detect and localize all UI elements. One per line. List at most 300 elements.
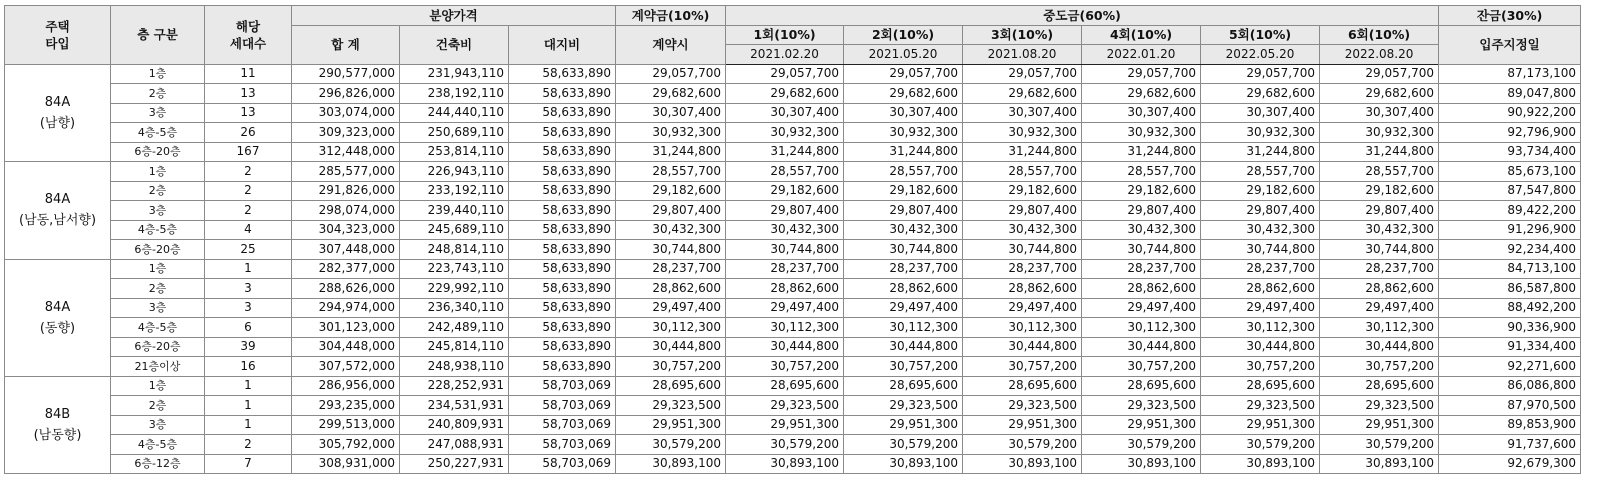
table-row <box>5 357 1581 377</box>
housing-type-cell <box>5 64 111 162</box>
interim-payment-cell: 28,695,600 <box>1082 376 1201 396</box>
balance-cell: 90,922,200 <box>1439 103 1581 123</box>
housing-type-orientation: (남동향) <box>33 427 82 443</box>
floor-cell: 2층 <box>111 181 205 201</box>
interim-payment-cell: 30,932,300 <box>726 123 844 143</box>
building-cost-cell: 250,227,931 <box>400 454 509 474</box>
interim-payment-cell: 29,682,600 <box>963 84 1082 104</box>
units-cell: 7 <box>205 454 292 474</box>
building-cost-cell: 236,340,110 <box>400 298 509 318</box>
interim-payment-cell: 30,444,800 <box>844 337 963 357</box>
interim-payment-cell: 28,557,700 <box>1201 162 1320 182</box>
balance-cell: 92,234,400 <box>1439 240 1581 260</box>
interim-payment-cell: 31,244,800 <box>726 142 844 162</box>
table-row <box>5 259 1581 279</box>
total-price-cell: 304,448,000 <box>292 337 400 357</box>
header-installment-label: 6회(10%) <box>1320 25 1439 45</box>
interim-payment-cell: 28,862,600 <box>1320 279 1439 299</box>
table-row <box>5 84 1581 104</box>
table-row <box>5 220 1581 240</box>
interim-payment-cell: 29,182,600 <box>1082 181 1201 201</box>
table-row <box>5 337 1581 357</box>
header-installment-label: 3회(10%) <box>963 25 1082 45</box>
interim-payment-cell: 28,237,700 <box>1320 259 1439 279</box>
floor-cell: 4층-5층 <box>111 220 205 240</box>
floor-cell: 6층-12층 <box>111 454 205 474</box>
housing-type-cell <box>5 376 111 474</box>
interim-payment-cell: 29,807,400 <box>1082 201 1201 221</box>
balance-cell: 91,334,400 <box>1439 337 1581 357</box>
interim-payment-cell: 28,237,700 <box>844 259 963 279</box>
interim-payment-cell: 30,579,200 <box>844 435 963 455</box>
building-cost-cell: 234,531,931 <box>400 396 509 416</box>
floor-cell: 21층이상 <box>111 357 205 377</box>
sale-price-table <box>4 5 1581 474</box>
total-price-cell: 286,956,000 <box>292 376 400 396</box>
header-installment-date: 2021.02.20 <box>726 45 844 65</box>
interim-payment-cell: 28,237,700 <box>1201 259 1320 279</box>
interim-payment-cell: 30,757,200 <box>1082 357 1201 377</box>
table-row <box>5 454 1581 474</box>
table-row <box>5 376 1581 396</box>
balance-cell: 89,853,900 <box>1439 415 1581 435</box>
interim-payment-cell: 29,682,600 <box>1320 84 1439 104</box>
land-cost-cell: 58,703,069 <box>509 376 616 396</box>
interim-payment-cell: 30,307,400 <box>844 103 963 123</box>
deposit-cell: 30,112,300 <box>616 318 726 338</box>
building-cost-cell: 244,440,110 <box>400 103 509 123</box>
total-price-cell: 308,931,000 <box>292 454 400 474</box>
housing-type-cell <box>5 162 111 260</box>
interim-payment-cell: 30,744,800 <box>1082 240 1201 260</box>
deposit-cell: 29,057,700 <box>616 64 726 84</box>
units-cell: 25 <box>205 240 292 260</box>
interim-payment-cell: 28,862,600 <box>1201 279 1320 299</box>
interim-payment-cell: 30,579,200 <box>1201 435 1320 455</box>
interim-payment-cell: 30,432,300 <box>1320 220 1439 240</box>
interim-payment-cell: 31,244,800 <box>844 142 963 162</box>
header-installment-date: 2022.08.20 <box>1320 45 1439 65</box>
table-body <box>5 64 1581 474</box>
interim-payment-cell: 30,757,200 <box>726 357 844 377</box>
balance-cell: 89,047,800 <box>1439 84 1581 104</box>
land-cost-cell: 58,703,069 <box>509 415 616 435</box>
interim-payment-cell: 29,682,600 <box>726 84 844 104</box>
deposit-cell: 29,682,600 <box>616 84 726 104</box>
floor-cell: 2층 <box>111 279 205 299</box>
floor-cell: 3층 <box>111 201 205 221</box>
balance-cell: 90,336,900 <box>1439 318 1581 338</box>
interim-payment-cell: 29,682,600 <box>1082 84 1201 104</box>
interim-payment-cell: 28,557,700 <box>963 162 1082 182</box>
interim-payment-cell: 30,432,300 <box>844 220 963 240</box>
deposit-cell: 30,757,200 <box>616 357 726 377</box>
interim-payment-cell: 30,307,400 <box>1201 103 1320 123</box>
units-cell: 2 <box>205 181 292 201</box>
table-row <box>5 415 1581 435</box>
building-cost-cell: 231,943,110 <box>400 64 509 84</box>
land-cost-cell: 58,633,890 <box>509 84 616 104</box>
floor-cell: 1층 <box>111 162 205 182</box>
interim-payment-cell: 30,307,400 <box>726 103 844 123</box>
interim-payment-cell: 30,112,300 <box>844 318 963 338</box>
interim-payment-cell: 28,695,600 <box>1201 376 1320 396</box>
header-land-cost: 대지비 <box>509 25 616 64</box>
land-cost-cell: 58,633,890 <box>509 123 616 143</box>
floor-cell: 1층 <box>111 376 205 396</box>
total-price-cell: 301,123,000 <box>292 318 400 338</box>
interim-payment-cell: 28,695,600 <box>963 376 1082 396</box>
interim-payment-cell: 28,237,700 <box>1082 259 1201 279</box>
balance-cell: 91,296,900 <box>1439 220 1581 240</box>
interim-payment-cell: 30,744,800 <box>844 240 963 260</box>
deposit-cell: 29,951,300 <box>616 415 726 435</box>
building-cost-cell: 229,992,110 <box>400 279 509 299</box>
deposit-cell: 29,182,600 <box>616 181 726 201</box>
floor-cell: 6층-20층 <box>111 240 205 260</box>
interim-payment-cell: 30,444,800 <box>1201 337 1320 357</box>
building-cost-cell: 233,192,110 <box>400 181 509 201</box>
total-price-cell: 309,323,000 <box>292 123 400 143</box>
interim-payment-cell: 31,244,800 <box>963 142 1082 162</box>
interim-payment-cell: 29,497,400 <box>963 298 1082 318</box>
interim-payment-cell: 30,444,800 <box>726 337 844 357</box>
land-cost-cell: 58,633,890 <box>509 298 616 318</box>
land-cost-cell: 58,633,890 <box>509 162 616 182</box>
building-cost-cell: 250,689,110 <box>400 123 509 143</box>
interim-payment-cell: 30,432,300 <box>1201 220 1320 240</box>
header-balance: 잔금(30%) <box>1439 6 1581 26</box>
deposit-cell: 30,307,400 <box>616 103 726 123</box>
interim-payment-cell: 30,307,400 <box>1320 103 1439 123</box>
header-units-line2: 세대수 <box>229 35 267 51</box>
interim-payment-cell: 29,057,700 <box>1201 64 1320 84</box>
balance-cell: 88,492,200 <box>1439 298 1581 318</box>
total-price-cell: 288,626,000 <box>292 279 400 299</box>
floor-cell: 4층-5층 <box>111 435 205 455</box>
floor-cell: 6층-20층 <box>111 337 205 357</box>
table-header <box>5 6 1581 65</box>
interim-payment-cell: 30,932,300 <box>1201 123 1320 143</box>
balance-cell: 92,271,600 <box>1439 357 1581 377</box>
total-price-cell: 294,974,000 <box>292 298 400 318</box>
header-sale-price: 분양가격 <box>292 6 616 26</box>
header-housing-type <box>5 6 111 65</box>
interim-payment-cell: 29,057,700 <box>1320 64 1439 84</box>
building-cost-cell: 238,192,110 <box>400 84 509 104</box>
interim-payment-cell: 29,807,400 <box>844 201 963 221</box>
balance-cell: 89,422,200 <box>1439 201 1581 221</box>
interim-payment-cell: 29,182,600 <box>1201 181 1320 201</box>
interim-payment-cell: 30,432,300 <box>963 220 1082 240</box>
table-row <box>5 123 1581 143</box>
land-cost-cell: 58,633,890 <box>509 240 616 260</box>
land-cost-cell: 58,633,890 <box>509 337 616 357</box>
total-price-cell: 312,448,000 <box>292 142 400 162</box>
building-cost-cell: 253,814,110 <box>400 142 509 162</box>
interim-payment-cell: 29,057,700 <box>844 64 963 84</box>
header-installment-date: 2021.05.20 <box>844 45 963 65</box>
total-price-cell: 307,572,000 <box>292 357 400 377</box>
building-cost-cell: 247,088,931 <box>400 435 509 455</box>
interim-payment-cell: 29,182,600 <box>844 181 963 201</box>
interim-payment-cell: 30,893,100 <box>1201 454 1320 474</box>
balance-cell: 87,547,800 <box>1439 181 1581 201</box>
building-cost-cell: 223,743,110 <box>400 259 509 279</box>
total-price-cell: 290,577,000 <box>292 64 400 84</box>
housing-type-orientation: (동향) <box>39 320 76 336</box>
interim-payment-cell: 30,757,200 <box>844 357 963 377</box>
interim-payment-cell: 30,579,200 <box>1082 435 1201 455</box>
deposit-cell: 28,557,700 <box>616 162 726 182</box>
interim-payment-cell: 30,893,100 <box>1320 454 1439 474</box>
balance-cell: 93,734,400 <box>1439 142 1581 162</box>
balance-cell: 92,679,300 <box>1439 454 1581 474</box>
units-cell: 11 <box>205 64 292 84</box>
deposit-cell: 30,444,800 <box>616 337 726 357</box>
total-price-cell: 293,235,000 <box>292 396 400 416</box>
interim-payment-cell: 29,951,300 <box>1082 415 1201 435</box>
housing-type-name: 84A <box>44 299 71 315</box>
interim-payment-cell: 30,444,800 <box>1082 337 1201 357</box>
floor-cell: 1층 <box>111 259 205 279</box>
total-price-cell: 305,792,000 <box>292 435 400 455</box>
interim-payment-cell: 30,932,300 <box>1320 123 1439 143</box>
total-price-cell: 296,826,000 <box>292 84 400 104</box>
interim-payment-cell: 30,757,200 <box>963 357 1082 377</box>
header-installment-date: 2022.01.20 <box>1082 45 1201 65</box>
interim-payment-cell: 28,557,700 <box>1320 162 1439 182</box>
total-price-cell: 304,323,000 <box>292 220 400 240</box>
total-price-cell: 282,377,000 <box>292 259 400 279</box>
table-row <box>5 240 1581 260</box>
interim-payment-cell: 30,744,800 <box>1201 240 1320 260</box>
deposit-cell: 28,237,700 <box>616 259 726 279</box>
header-total: 합 계 <box>292 25 400 64</box>
interim-payment-cell: 29,323,500 <box>963 396 1082 416</box>
interim-payment-cell: 30,893,100 <box>1082 454 1201 474</box>
balance-cell: 86,086,800 <box>1439 376 1581 396</box>
interim-payment-cell: 30,893,100 <box>963 454 1082 474</box>
building-cost-cell: 245,689,110 <box>400 220 509 240</box>
interim-payment-cell: 30,432,300 <box>1082 220 1201 240</box>
units-cell: 13 <box>205 84 292 104</box>
interim-payment-cell: 30,432,300 <box>726 220 844 240</box>
interim-payment-cell: 29,951,300 <box>963 415 1082 435</box>
balance-cell: 87,970,500 <box>1439 396 1581 416</box>
floor-cell: 1층 <box>111 64 205 84</box>
building-cost-cell: 248,814,110 <box>400 240 509 260</box>
interim-payment-cell: 28,557,700 <box>726 162 844 182</box>
interim-payment-cell: 30,112,300 <box>1320 318 1439 338</box>
deposit-cell: 31,244,800 <box>616 142 726 162</box>
interim-payment-cell: 30,444,800 <box>963 337 1082 357</box>
table-row <box>5 103 1581 123</box>
deposit-cell: 28,695,600 <box>616 376 726 396</box>
interim-payment-cell: 29,323,500 <box>1082 396 1201 416</box>
interim-payment-cell: 28,862,600 <box>1082 279 1201 299</box>
table-row <box>5 298 1581 318</box>
interim-payment-cell: 28,695,600 <box>726 376 844 396</box>
header-units <box>205 6 292 65</box>
land-cost-cell: 58,633,890 <box>509 142 616 162</box>
deposit-cell: 30,744,800 <box>616 240 726 260</box>
interim-payment-cell: 30,444,800 <box>1320 337 1439 357</box>
balance-cell: 92,796,900 <box>1439 123 1581 143</box>
header-housing-type-line2: 타입 <box>45 35 70 51</box>
interim-payment-cell: 30,757,200 <box>1201 357 1320 377</box>
interim-payment-cell: 29,497,400 <box>1082 298 1201 318</box>
units-cell: 4 <box>205 220 292 240</box>
interim-payment-cell: 30,932,300 <box>963 123 1082 143</box>
deposit-cell: 30,432,300 <box>616 220 726 240</box>
header-installment-label: 1회(10%) <box>726 25 844 45</box>
header-move-in-date: 입주지정일 <box>1439 25 1581 64</box>
housing-type-orientation: (남향) <box>39 115 76 131</box>
interim-payment-cell: 30,579,200 <box>1320 435 1439 455</box>
interim-payment-cell: 30,757,200 <box>1320 357 1439 377</box>
header-installment-date: 2021.08.20 <box>963 45 1082 65</box>
interim-payment-cell: 29,682,600 <box>1201 84 1320 104</box>
interim-payment-cell: 30,579,200 <box>726 435 844 455</box>
building-cost-cell: 242,489,110 <box>400 318 509 338</box>
deposit-cell: 29,323,500 <box>616 396 726 416</box>
floor-cell: 2층 <box>111 84 205 104</box>
header-housing-type-line1: 주택 <box>45 18 70 34</box>
interim-payment-cell: 31,244,800 <box>1201 142 1320 162</box>
total-price-cell: 285,577,000 <box>292 162 400 182</box>
housing-type-name: 84B <box>44 406 71 422</box>
building-cost-cell: 226,943,110 <box>400 162 509 182</box>
interim-payment-cell: 29,497,400 <box>1201 298 1320 318</box>
interim-payment-cell: 30,112,300 <box>1201 318 1320 338</box>
interim-payment-cell: 30,932,300 <box>1082 123 1201 143</box>
land-cost-cell: 58,703,069 <box>509 454 616 474</box>
interim-payment-cell: 28,862,600 <box>844 279 963 299</box>
interim-payment-cell: 29,951,300 <box>726 415 844 435</box>
units-cell: 2 <box>205 201 292 221</box>
building-cost-cell: 245,814,110 <box>400 337 509 357</box>
interim-payment-cell: 30,307,400 <box>963 103 1082 123</box>
interim-payment-cell: 29,182,600 <box>726 181 844 201</box>
units-cell: 3 <box>205 279 292 299</box>
units-cell: 2 <box>205 162 292 182</box>
units-cell: 6 <box>205 318 292 338</box>
interim-payment-cell: 30,744,800 <box>726 240 844 260</box>
interim-payment-cell: 30,893,100 <box>844 454 963 474</box>
interim-payment-cell: 30,112,300 <box>963 318 1082 338</box>
table-row <box>5 181 1581 201</box>
building-cost-cell: 228,252,931 <box>400 376 509 396</box>
interim-payment-cell: 28,557,700 <box>1082 162 1201 182</box>
land-cost-cell: 58,633,890 <box>509 64 616 84</box>
floor-cell: 4층-5층 <box>111 123 205 143</box>
header-deposit: 계약금(10%) <box>616 6 726 26</box>
land-cost-cell: 58,703,069 <box>509 396 616 416</box>
interim-payment-cell: 29,323,500 <box>1320 396 1439 416</box>
units-cell: 39 <box>205 337 292 357</box>
deposit-cell: 29,497,400 <box>616 298 726 318</box>
floor-cell: 3층 <box>111 103 205 123</box>
interim-payment-cell: 30,579,200 <box>963 435 1082 455</box>
interim-payment-cell: 30,112,300 <box>1082 318 1201 338</box>
header-building-cost: 건축비 <box>400 25 509 64</box>
interim-payment-cell: 29,951,300 <box>1201 415 1320 435</box>
total-price-cell: 307,448,000 <box>292 240 400 260</box>
units-cell: 1 <box>205 376 292 396</box>
total-price-cell: 298,074,000 <box>292 201 400 221</box>
interim-payment-cell: 29,182,600 <box>963 181 1082 201</box>
land-cost-cell: 58,633,890 <box>509 181 616 201</box>
interim-payment-cell: 28,862,600 <box>726 279 844 299</box>
header-interim: 중도금(60%) <box>726 6 1439 26</box>
deposit-cell: 29,807,400 <box>616 201 726 221</box>
units-cell: 1 <box>205 259 292 279</box>
units-cell: 13 <box>205 103 292 123</box>
interim-payment-cell: 28,237,700 <box>963 259 1082 279</box>
interim-payment-cell: 28,695,600 <box>844 376 963 396</box>
interim-payment-cell: 29,057,700 <box>963 64 1082 84</box>
balance-cell: 85,673,100 <box>1439 162 1581 182</box>
units-cell: 2 <box>205 435 292 455</box>
land-cost-cell: 58,633,890 <box>509 357 616 377</box>
floor-cell: 3층 <box>111 415 205 435</box>
header-units-line1: 해당 <box>235 18 261 34</box>
units-cell: 1 <box>205 415 292 435</box>
units-cell: 167 <box>205 142 292 162</box>
interim-payment-cell: 29,807,400 <box>726 201 844 221</box>
header-installment-label: 4회(10%) <box>1082 25 1201 45</box>
interim-payment-cell: 31,244,800 <box>1082 142 1201 162</box>
land-cost-cell: 58,703,069 <box>509 435 616 455</box>
balance-cell: 91,737,600 <box>1439 435 1581 455</box>
units-cell: 3 <box>205 298 292 318</box>
building-cost-cell: 248,938,110 <box>400 357 509 377</box>
total-price-cell: 299,513,000 <box>292 415 400 435</box>
price-table-container <box>4 5 1581 474</box>
interim-payment-cell: 28,557,700 <box>844 162 963 182</box>
units-cell: 26 <box>205 123 292 143</box>
floor-cell: 6층-20층 <box>111 142 205 162</box>
header-floor: 층 구분 <box>111 6 205 65</box>
land-cost-cell: 58,633,890 <box>509 279 616 299</box>
interim-payment-cell: 29,497,400 <box>844 298 963 318</box>
balance-cell: 86,587,800 <box>1439 279 1581 299</box>
interim-payment-cell: 29,057,700 <box>1082 64 1201 84</box>
land-cost-cell: 58,633,890 <box>509 201 616 221</box>
interim-payment-cell: 30,744,800 <box>963 240 1082 260</box>
building-cost-cell: 239,440,110 <box>400 201 509 221</box>
header-installment-label: 2회(10%) <box>844 25 963 45</box>
interim-payment-cell: 29,497,400 <box>726 298 844 318</box>
building-cost-cell: 240,809,931 <box>400 415 509 435</box>
interim-payment-cell: 29,807,400 <box>963 201 1082 221</box>
interim-payment-cell: 30,744,800 <box>1320 240 1439 260</box>
interim-payment-cell: 29,951,300 <box>1320 415 1439 435</box>
housing-type-name: 84A <box>44 192 71 208</box>
land-cost-cell: 58,633,890 <box>509 220 616 240</box>
interim-payment-cell: 29,497,400 <box>1320 298 1439 318</box>
land-cost-cell: 58,633,890 <box>509 259 616 279</box>
deposit-cell: 30,893,100 <box>616 454 726 474</box>
total-price-cell: 303,074,000 <box>292 103 400 123</box>
floor-cell: 2층 <box>111 396 205 416</box>
land-cost-cell: 58,633,890 <box>509 318 616 338</box>
housing-type-name: 84A <box>44 94 71 110</box>
interim-payment-cell: 30,893,100 <box>726 454 844 474</box>
interim-payment-cell: 29,323,500 <box>726 396 844 416</box>
interim-payment-cell: 28,237,700 <box>726 259 844 279</box>
